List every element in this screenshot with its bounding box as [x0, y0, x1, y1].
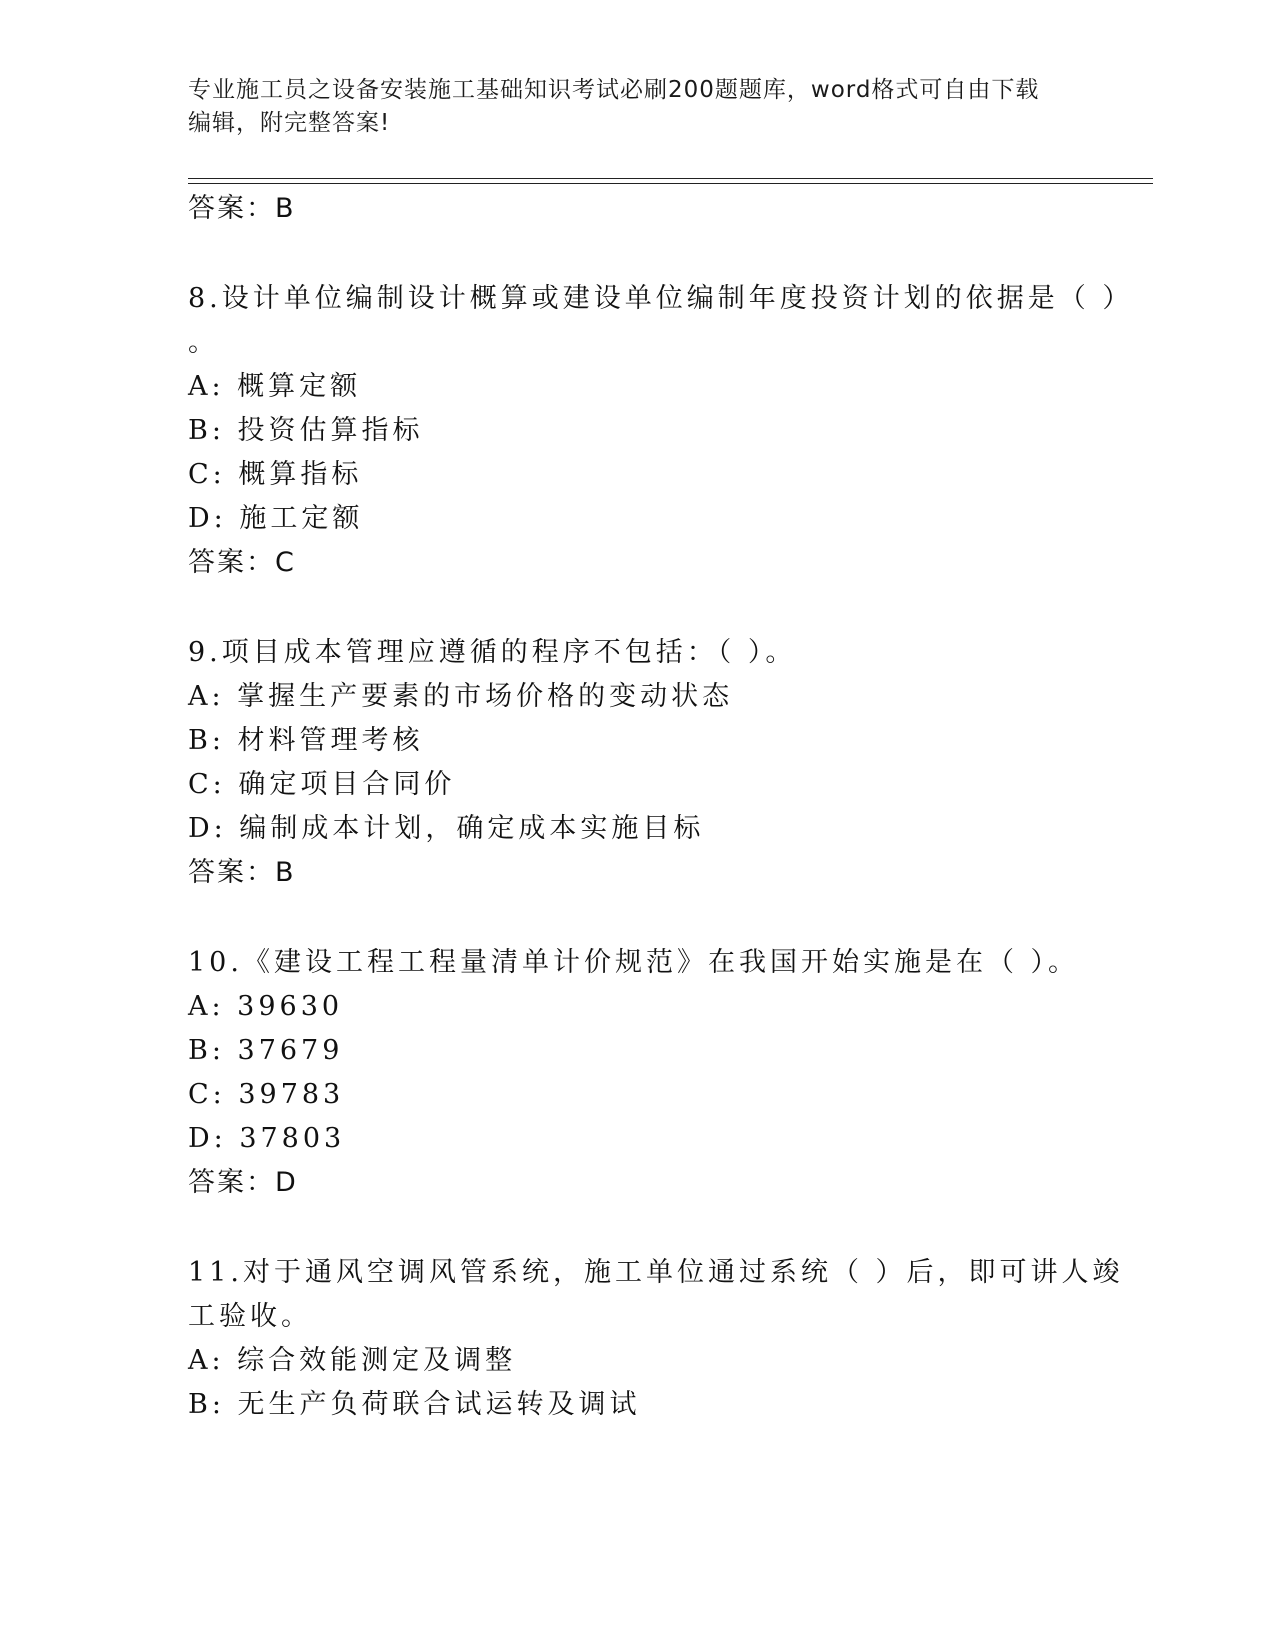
q11-option-a: A: 综合效能测定及调整: [188, 1345, 517, 1376]
document-header: [188, 74, 1088, 140]
q8-option-a: A: 概算定额: [188, 371, 362, 402]
q10-option-c: C: 39783: [188, 1079, 345, 1110]
header-line-1: 专业施工员之设备安装施工基础知识考试必刷200题题库，word格式可自由下载: [188, 77, 1040, 103]
q11-stem-continued: 工验收。: [188, 1301, 312, 1332]
previous-answer: 答案：B: [188, 193, 296, 224]
q9-answer: 答案：B: [188, 857, 296, 888]
header-line-2: 编辑，附完整答案!: [188, 110, 391, 136]
q9-option-d: D: 编制成本计划，确定成本实施目标: [188, 813, 705, 844]
q8-stem-continued: 。: [188, 327, 219, 358]
q10-option-d: D: 37803: [188, 1123, 346, 1154]
q10-option-b: B: 37679: [188, 1035, 344, 1066]
q8-option-b: B: 投资估算指标: [188, 415, 424, 446]
q9-option-c: C: 确定项目合同价: [188, 769, 456, 800]
q10-answer: 答案：D: [188, 1167, 298, 1198]
q8-option-c: C: 概算指标: [188, 459, 363, 490]
q9-option-b: B: 材料管理考核: [188, 725, 424, 756]
q8-stem: 8.设计单位编制设计概算或建设单位编制年度投资计划的依据是（ ）: [188, 283, 1134, 314]
q11-option-b: B: 无生产负荷联合试运转及调试: [188, 1389, 641, 1420]
q10-stem: 10.《建设工程工程量清单计价规范》在我国开始实施是在（ ）。: [188, 947, 1080, 978]
header-divider-top: [188, 178, 1153, 179]
q10-option-a: A: 39630: [188, 991, 344, 1022]
header-divider-bottom: [188, 183, 1153, 184]
q8-answer: 答案：C: [188, 547, 296, 578]
q9-option-a: A: 掌握生产要素的市场价格的变动状态: [188, 681, 734, 712]
q11-stem: 11.对于通风空调风管系统，施工单位通过系统（ ）后，即可讲人竣: [188, 1257, 1124, 1288]
q9-stem: 9.项目成本管理应遵循的程序不包括：（ ）。: [188, 637, 797, 668]
q8-option-d: D: 施工定额: [188, 503, 364, 534]
